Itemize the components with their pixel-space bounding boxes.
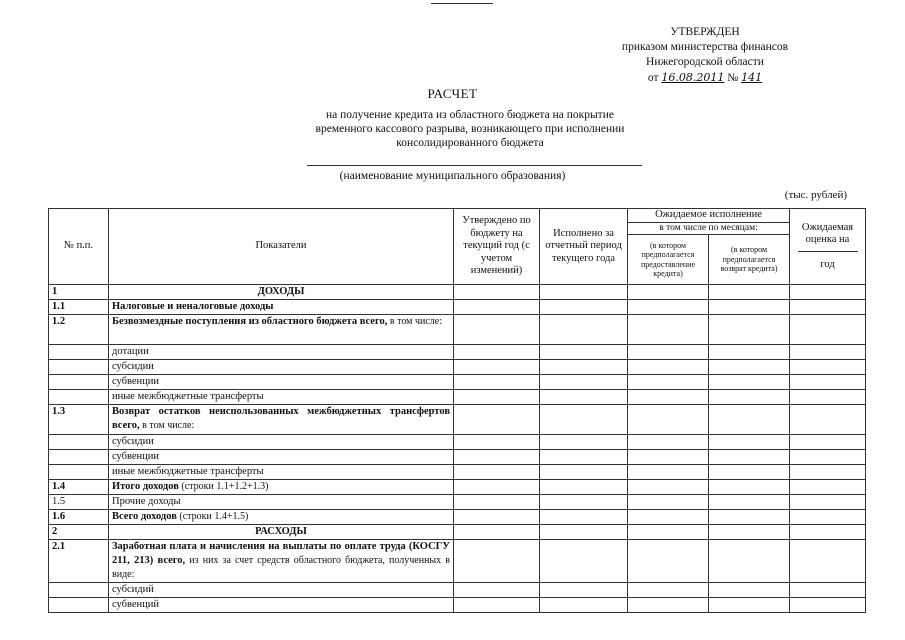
table-row (49, 598, 866, 613)
value-cell[interactable] (709, 435, 790, 450)
row-label-suffix: в том числе: (387, 316, 442, 327)
value-cell[interactable] (790, 285, 866, 300)
value-cell[interactable] (790, 375, 866, 390)
value-cell[interactable] (790, 435, 866, 450)
document-title: РАСЧЕТ (427, 86, 478, 101)
value-cell[interactable] (709, 465, 790, 480)
row-label-main: Итого доходов (112, 481, 179, 492)
row-number: 1 (49, 285, 109, 300)
row-label (109, 345, 454, 360)
value-cell[interactable] (790, 465, 866, 480)
row-label (109, 540, 454, 583)
row-number (49, 450, 109, 465)
table-row (49, 345, 866, 360)
value-cell[interactable] (540, 285, 628, 300)
value-cell[interactable] (454, 405, 540, 435)
value-cell[interactable] (628, 360, 709, 375)
value-cell[interactable] (709, 450, 790, 465)
row-number: 1.1 (49, 300, 109, 315)
value-cell[interactable] (709, 375, 790, 390)
value-cell[interactable] (540, 435, 628, 450)
value-cell[interactable] (540, 495, 628, 510)
value-cell[interactable] (628, 405, 709, 435)
row-label-main: Возврат остатков неиспользованных межбюджетных трансфертов всего, (112, 406, 450, 431)
value-cell[interactable] (454, 598, 540, 613)
row-label-main: субсидии (112, 361, 154, 372)
table-row (49, 583, 866, 598)
approval-stamp (600, 25, 810, 86)
value-cell[interactable] (454, 435, 540, 450)
header-estimate-text: Ожидаемая оценка на (801, 221, 854, 245)
value-cell[interactable] (454, 300, 540, 315)
row-label (109, 465, 454, 480)
row-label-main: субсидий (112, 584, 154, 595)
value-cell[interactable] (540, 300, 628, 315)
row-label-main: Прочие доходы (112, 496, 181, 507)
row-label (109, 375, 454, 390)
value-cell[interactable] (709, 480, 790, 495)
subtitle-line: на получение кредита из областного бюджета на покрытие (326, 109, 614, 121)
value-cell[interactable] (628, 540, 709, 583)
value-cell[interactable] (454, 360, 540, 375)
row-label (109, 598, 454, 613)
value-cell[interactable] (790, 360, 866, 375)
table-row (49, 450, 866, 465)
value-cell[interactable] (628, 375, 709, 390)
value-cell[interactable] (709, 345, 790, 360)
approval-line3: Нижегородской области (646, 56, 764, 68)
value-cell[interactable] (709, 540, 790, 583)
header-estimate-year: год (820, 259, 835, 270)
value-cell[interactable] (540, 480, 628, 495)
row-label (109, 583, 454, 598)
calculation-table (48, 208, 866, 613)
row-label-main: Всего доходов (112, 511, 177, 522)
value-cell[interactable] (628, 480, 709, 495)
value-cell[interactable] (454, 540, 540, 583)
table-row (49, 465, 866, 480)
value-cell[interactable] (709, 285, 790, 300)
row-number: 1.2 (49, 315, 109, 345)
value-cell[interactable] (628, 525, 709, 540)
value-cell[interactable] (790, 525, 866, 540)
header-estimate-blank (793, 247, 862, 260)
row-number: 2 (49, 525, 109, 540)
value-cell[interactable] (709, 510, 790, 525)
value-cell[interactable] (790, 480, 866, 495)
document-subtitle (250, 108, 690, 150)
value-cell[interactable] (628, 495, 709, 510)
header-num: № п.п. (49, 209, 109, 285)
row-label (109, 360, 454, 375)
row-label-suffix: из них за счет средств областного бюджета, полученных в виде: (112, 555, 450, 580)
value-cell[interactable] (628, 583, 709, 598)
subtitle-line: консолидированного бюджета (396, 137, 544, 149)
header-by-month: в том числе по месяцам: (628, 223, 790, 235)
header-executed: Исполнено за отчетный период текущего года (540, 209, 628, 285)
value-cell[interactable] (628, 300, 709, 315)
row-label-main: иные межбюджетные трансферты (112, 391, 264, 402)
table-row (49, 510, 866, 525)
table-row (49, 480, 866, 495)
value-cell[interactable] (709, 495, 790, 510)
row-number: 1.5 (49, 495, 109, 510)
value-cell[interactable] (454, 375, 540, 390)
row-label (109, 435, 454, 450)
header-approved: Утверждено по бюджету на текущий год (с учетом изменений) (454, 209, 540, 285)
value-cell[interactable] (540, 465, 628, 480)
value-cell[interactable] (540, 405, 628, 435)
table-row (49, 315, 866, 345)
value-cell[interactable] (790, 450, 866, 465)
value-cell[interactable] (790, 495, 866, 510)
row-label (109, 525, 454, 540)
value-cell[interactable] (540, 450, 628, 465)
value-cell[interactable] (540, 375, 628, 390)
value-cell[interactable] (454, 495, 540, 510)
table-row (49, 285, 866, 300)
table-row (49, 495, 866, 510)
value-cell[interactable] (709, 315, 790, 345)
table-row (49, 435, 866, 450)
value-cell[interactable] (540, 525, 628, 540)
value-cell[interactable] (709, 405, 790, 435)
approval-date-line (600, 70, 810, 86)
top-divider-line (431, 3, 493, 4)
value-cell[interactable] (628, 390, 709, 405)
row-number (49, 345, 109, 360)
row-label-main: Заработная плата и начисления на выплаты по оплате труда (КОСГУ 211, 213) всего, (112, 541, 450, 566)
row-number (49, 435, 109, 450)
table-row (49, 525, 866, 540)
value-cell[interactable] (709, 390, 790, 405)
row-number (49, 598, 109, 613)
row-label (109, 510, 454, 525)
value-cell[interactable] (628, 598, 709, 613)
value-cell[interactable] (454, 345, 540, 360)
row-label (109, 285, 454, 300)
value-cell[interactable] (790, 598, 866, 613)
value-cell[interactable] (709, 525, 790, 540)
value-cell[interactable] (454, 450, 540, 465)
value-cell[interactable] (709, 598, 790, 613)
approval-from-label: от (647, 72, 659, 84)
row-label-main: иные межбюджетные трансферты (112, 466, 264, 477)
row-number (49, 583, 109, 598)
row-label-main: РАСХОДЫ (255, 526, 307, 537)
table-row (49, 405, 866, 435)
value-cell[interactable] (790, 315, 866, 345)
row-label (109, 405, 454, 435)
value-cell[interactable] (454, 465, 540, 480)
value-cell[interactable] (540, 598, 628, 613)
row-label (109, 495, 454, 510)
row-label-suffix: в том числе: (139, 420, 195, 431)
row-label-main: субвенций (112, 599, 160, 610)
table-row (49, 360, 866, 375)
municipality-underline (307, 165, 642, 166)
row-number (49, 465, 109, 480)
table-row (49, 390, 866, 405)
value-cell[interactable] (454, 510, 540, 525)
row-number (49, 360, 109, 375)
value-cell[interactable] (454, 525, 540, 540)
value-cell[interactable] (709, 300, 790, 315)
value-cell[interactable] (540, 315, 628, 345)
value-cell[interactable] (540, 510, 628, 525)
value-cell[interactable] (790, 583, 866, 598)
row-label-main: субвенции (112, 376, 160, 387)
row-label-main: Безвозмездные поступления из областного бюджета всего, (112, 316, 388, 327)
value-cell[interactable] (628, 465, 709, 480)
table-row (49, 375, 866, 390)
approval-line1: УТВЕРЖДЕН (670, 26, 740, 38)
row-label (109, 390, 454, 405)
value-cell[interactable] (628, 315, 709, 345)
row-label-main: ДОХОДЫ (257, 286, 305, 297)
value-cell[interactable] (628, 345, 709, 360)
row-label-main: субвенции (112, 451, 160, 462)
header-estimate (790, 209, 866, 285)
subtitle-line: временного кассового разрыва, возникающего при исполнении (315, 123, 625, 135)
value-cell[interactable] (540, 345, 628, 360)
table-row (49, 540, 866, 583)
value-cell[interactable] (540, 583, 628, 598)
value-cell[interactable] (709, 360, 790, 375)
row-label-main: дотации (112, 346, 149, 357)
value-cell[interactable] (454, 285, 540, 300)
table-row (49, 300, 866, 315)
row-number: 2.1 (49, 540, 109, 583)
units-label: (тыс. рублей) (784, 189, 847, 201)
value-cell[interactable] (540, 360, 628, 375)
row-label-suffix: (строки 1.4+1.5) (176, 511, 249, 522)
value-cell[interactable] (790, 345, 866, 360)
approval-no-label: № (727, 72, 739, 84)
row-label-main: Налоговые и неналоговые доходы (112, 301, 274, 312)
row-label (109, 315, 454, 345)
row-label (109, 300, 454, 315)
value-cell[interactable] (790, 540, 866, 583)
row-label (109, 480, 454, 495)
value-cell[interactable] (628, 510, 709, 525)
value-cell[interactable] (790, 405, 866, 435)
value-cell[interactable] (454, 480, 540, 495)
row-number: 1.6 (49, 510, 109, 525)
header-indicators: Показатели (109, 209, 454, 285)
row-number (49, 390, 109, 405)
row-number (49, 375, 109, 390)
value-cell[interactable] (454, 390, 540, 405)
value-cell[interactable] (790, 390, 866, 405)
value-cell[interactable] (628, 285, 709, 300)
value-cell[interactable] (628, 435, 709, 450)
header-month-return: (в котором предполагается возврат кредита) (709, 235, 790, 285)
value-cell[interactable] (454, 315, 540, 345)
row-label-suffix: (строки 1.1+1.2+1.3) (178, 481, 269, 492)
row-number: 1.3 (49, 405, 109, 435)
value-cell[interactable] (790, 510, 866, 525)
header-month-credit: (в котором предполагается предоставление кредита) (628, 235, 709, 285)
value-cell[interactable] (709, 583, 790, 598)
approval-line2: приказом министерства финансов (621, 41, 789, 53)
value-cell[interactable] (540, 540, 628, 583)
header-expected: Ожидаемое исполнение (628, 209, 790, 223)
value-cell[interactable] (454, 583, 540, 598)
row-number: 1.4 (49, 480, 109, 495)
approval-date: 16.08.2011 (661, 71, 725, 84)
value-cell[interactable] (790, 300, 866, 315)
value-cell[interactable] (540, 390, 628, 405)
row-label-main: субсидии (112, 436, 154, 447)
value-cell[interactable] (628, 450, 709, 465)
municipality-label: (наименование муниципального образования) (339, 170, 566, 182)
approval-number: 141 (741, 71, 763, 84)
row-label (109, 450, 454, 465)
